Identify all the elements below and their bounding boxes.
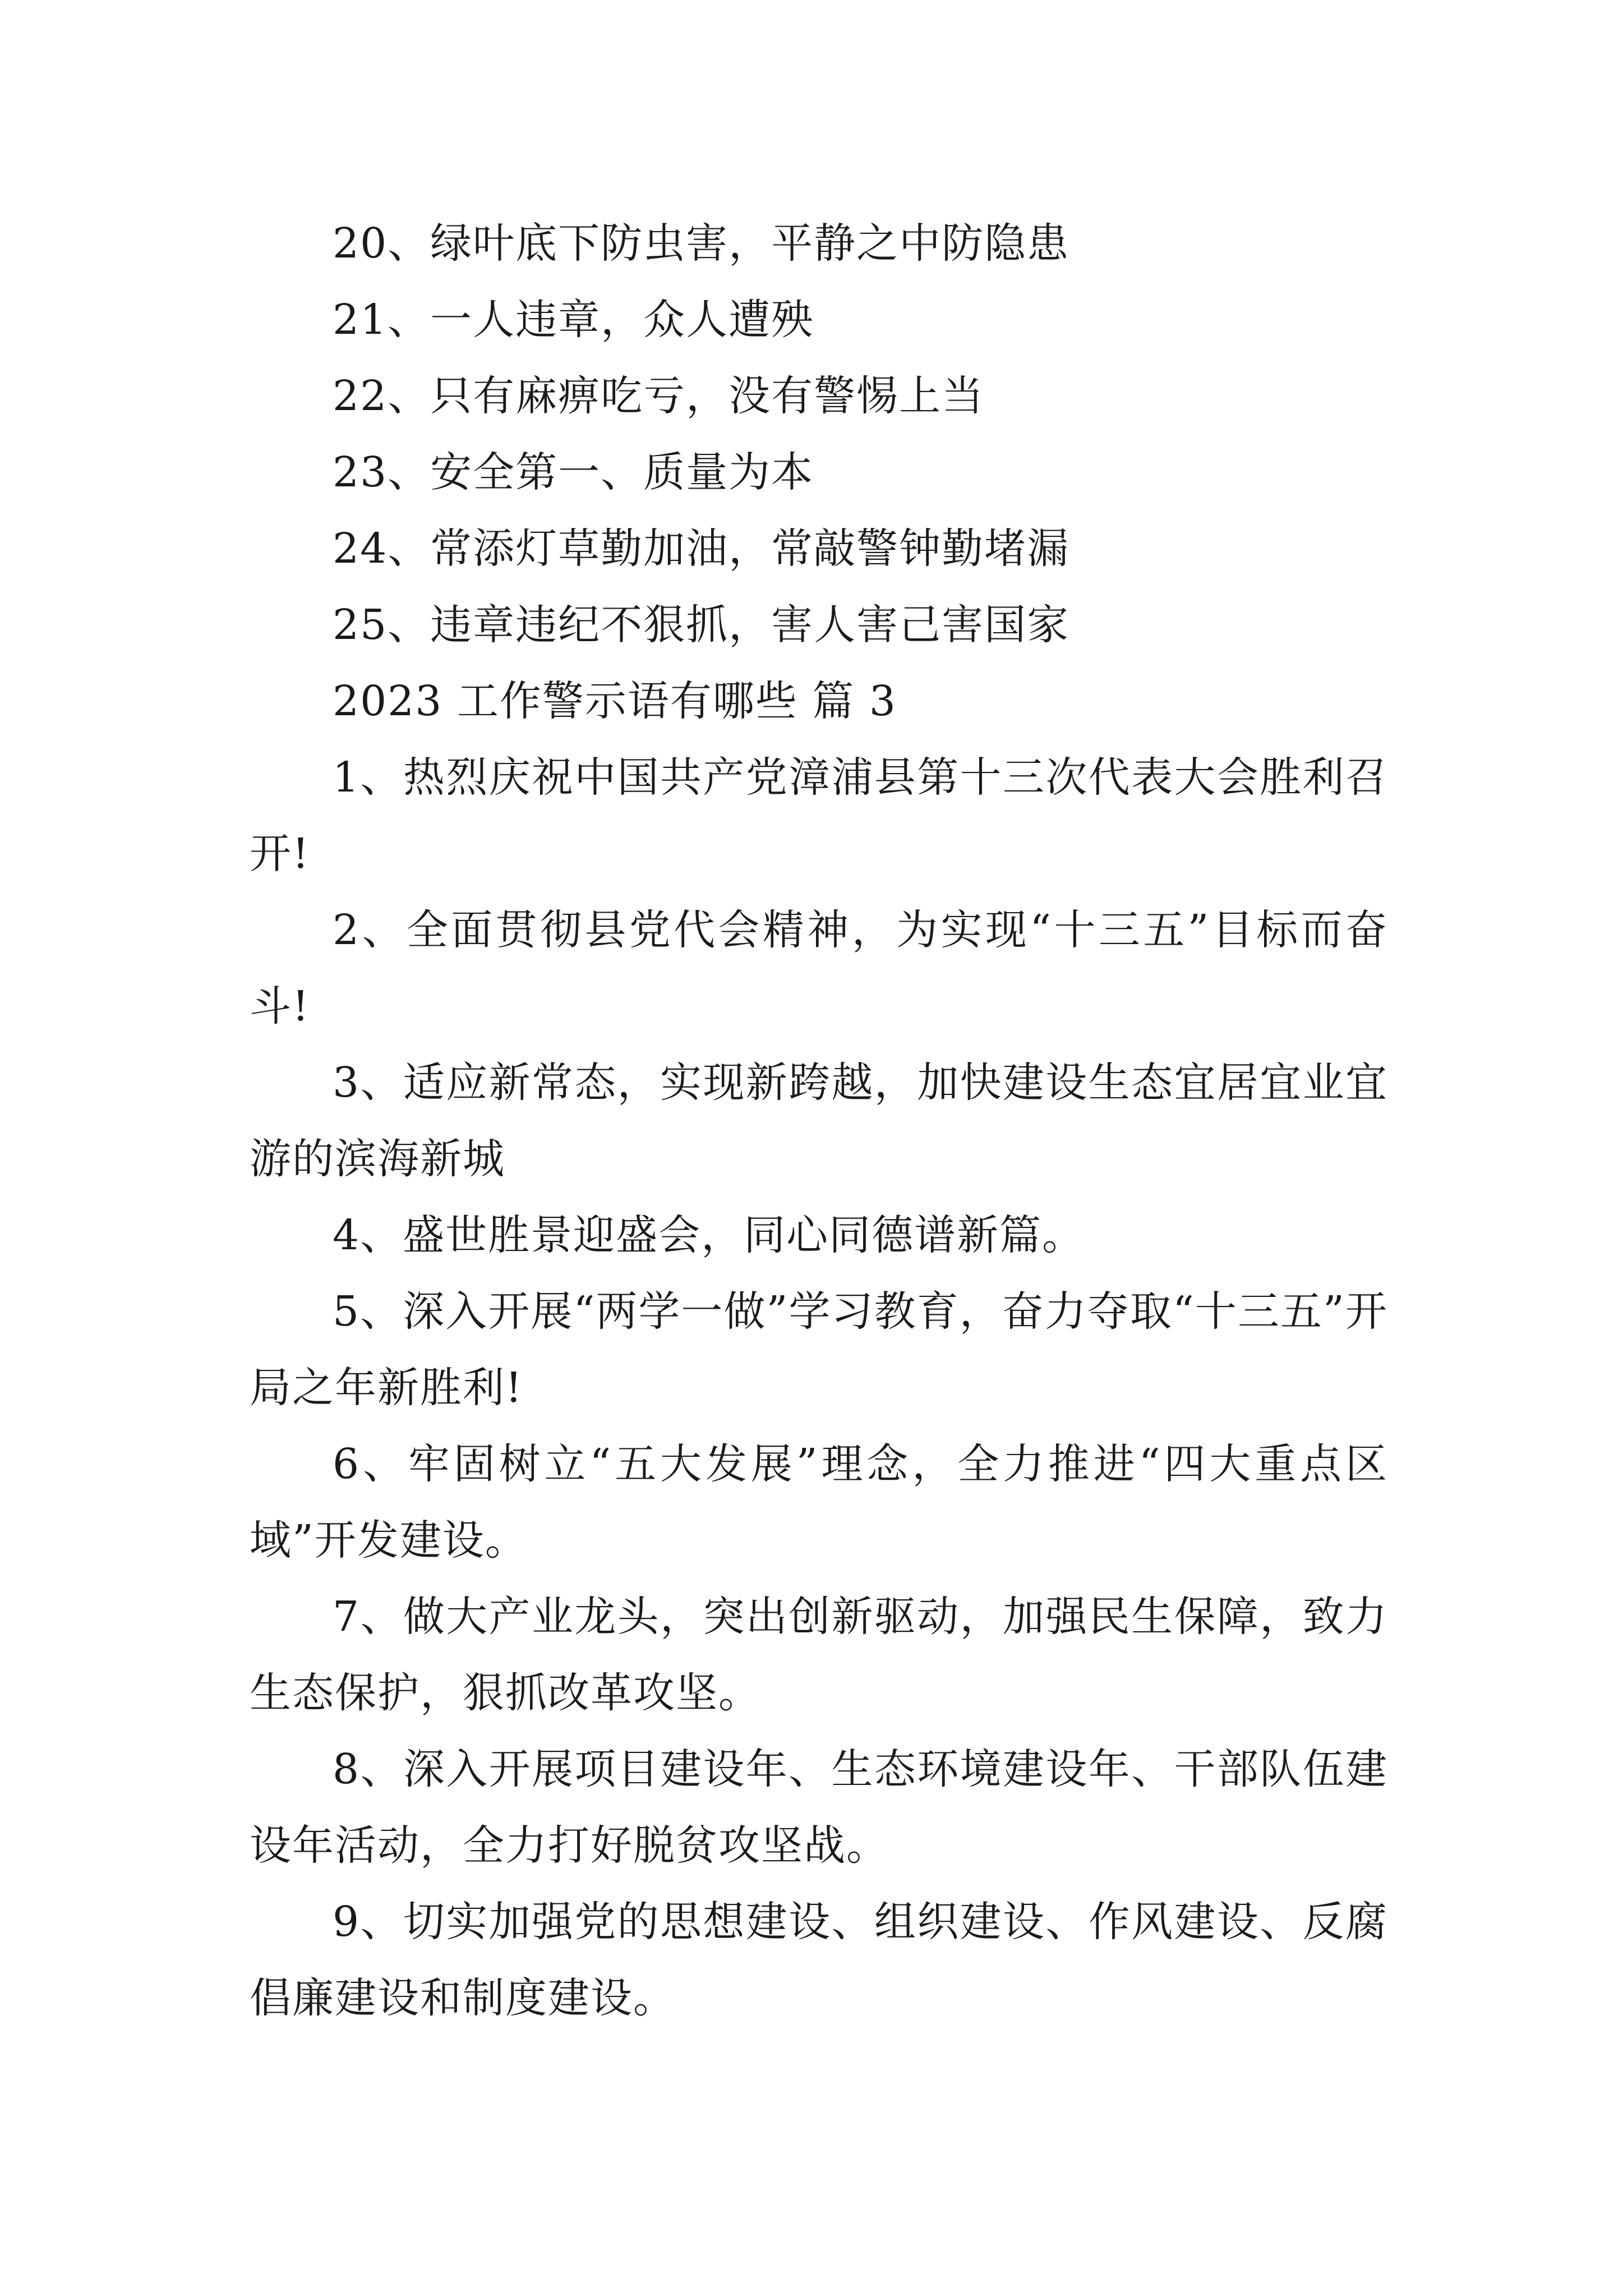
slogan-paragraph: 6、牢固树立“五大发展”理念，全力推进“四大重点区域”开发建设。 (250, 1440, 1388, 1565)
slogan-line: 24、常添灯草勤加油，常敲警钟勤堵漏 (333, 524, 1070, 573)
slogan-paragraph: 7、做大产业龙头，突出创新驱动，加强民生保障，致力生态保护，狠抓改革攻坚。 (250, 1593, 1388, 1717)
slogan-line: 20、绿叶底下防虫害，平静之中防隐患 (333, 219, 1070, 268)
slogan-line: 22、只有麻痹吃亏，没有警惕上当 (333, 372, 985, 420)
slogan-paragraph: 5、深入开展“两学一做”学习教育，奋力夺取“十三五”开局之年新胜利! (250, 1287, 1388, 1412)
slogan-paragraph: 2、全面贯彻县党代会精神，为实现“十三五”目标而奋斗! (250, 906, 1388, 1030)
section-heading: 2023 工作警示语有哪些 篇 3 (333, 677, 897, 725)
slogan-paragraph: 3、适应新常态，实现新跨越，加快建设生态宜居宜业宜游的滨海新城 (250, 1059, 1388, 1183)
slogan-paragraph: 4、盛世胜景迎盛会，同心同德谱新篇。 (333, 1211, 1085, 1259)
slogan-line: 23、安全第一、质量为本 (333, 448, 814, 496)
slogan-paragraph: 8、深入开展项目建设年、生态环境建设年、干部队伍建设年活动，全力打好脱贫攻坚战。 (250, 1745, 1388, 1870)
document-body (250, 205, 1388, 2036)
slogan-line: 25、违章违纪不狠抓，害人害己害国家 (333, 601, 1070, 649)
slogan-line: 21、一人违章，众人遭殃 (333, 296, 814, 344)
slogan-paragraph: 1、热烈庆祝中国共产党漳浦县第十三次代表大会胜利召开! (250, 753, 1388, 878)
slogan-paragraph: 9、切实加强党的思想建设、组织建设、作风建设、反腐倡廉建设和制度建设。 (250, 1898, 1388, 2022)
